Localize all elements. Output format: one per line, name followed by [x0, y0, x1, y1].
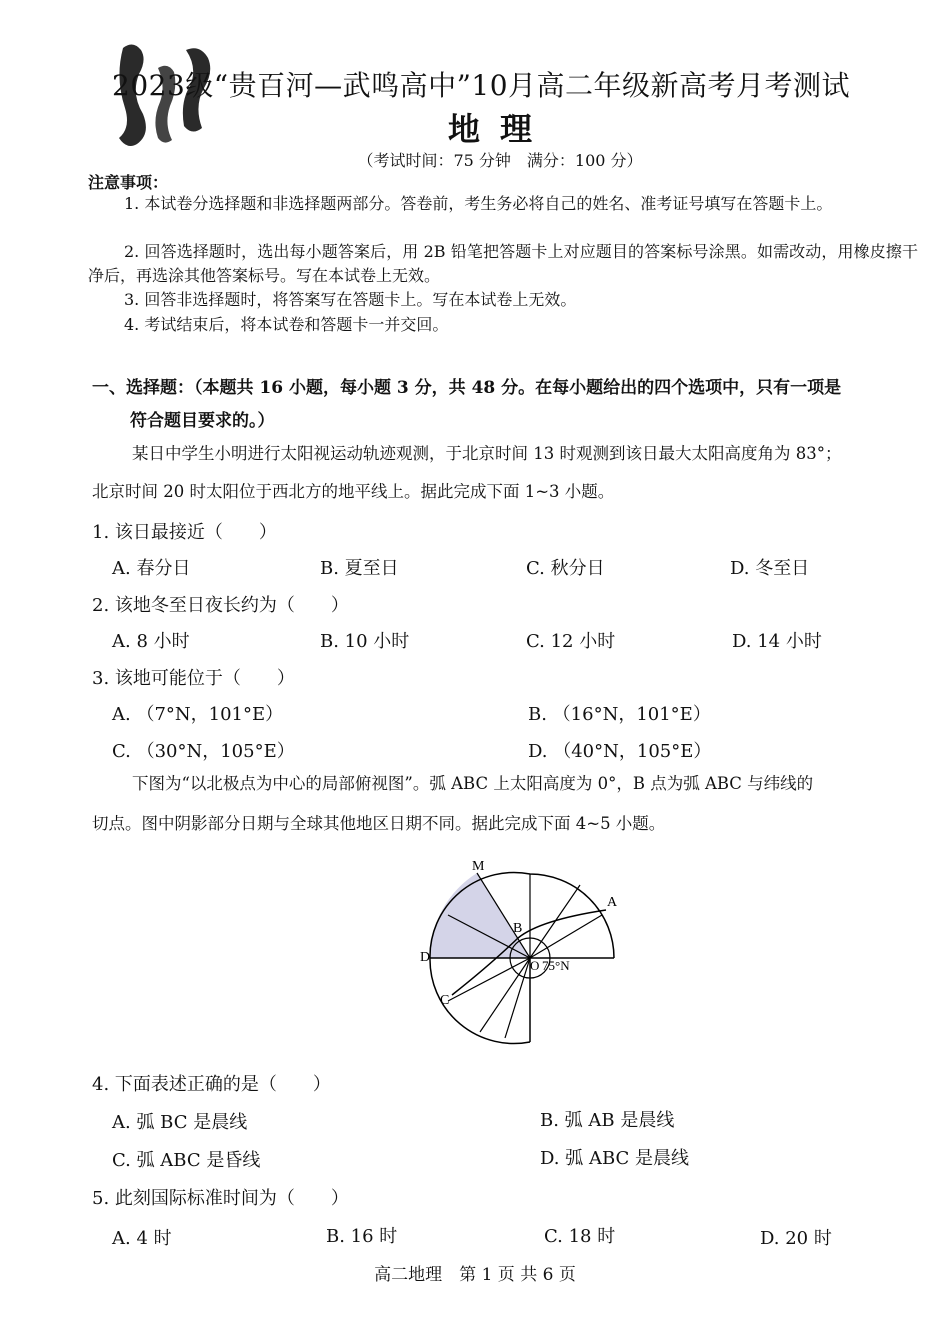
- q4-option-b: B. 弧 AB 是晨线: [540, 1110, 675, 1131]
- notice-item: 2. 回答选择题时，选出每小题答案后，用 2B 铅笔把答题卡上对应题目的答案标号涂黑。如需改动，用橡皮擦干净后，再选涂其他答案标号。写在本试卷上无效。: [88, 242, 918, 285]
- q2-option-d: D. 14 小时: [732, 631, 822, 652]
- q3-option-a: A. （7°N，101°E）: [112, 704, 284, 725]
- subject-title: 地理: [447, 110, 552, 148]
- section-heading: 一、选择题：（本题共 16 小题，每小题 3 分，共 48 分。在每小题给出的四个选项中，只有一项是: [92, 378, 842, 398]
- q3-option-c: C. （30°N，105°E）: [112, 741, 295, 762]
- q3-option-b: B. （16°N，101°E）: [528, 704, 711, 725]
- notice-item: 1. 本试卷分选择题和非选择题两部分。答卷前，考生务必将自己的姓名、准考证号填写在答题卡上。: [124, 194, 833, 213]
- q5-option-a: A. 4 时: [112, 1228, 172, 1249]
- page-footer: 高二地理 第 1 页 共 6 页: [374, 1265, 576, 1285]
- label-latitude: 75°N: [542, 958, 570, 973]
- notice-item: 3. 回答非选择题时，将答案写在答题卡上。写在本试卷上无效。: [124, 290, 577, 309]
- q2-option-c: C. 12 小时: [526, 631, 616, 652]
- section-heading-cont: 符合题目要求的。）: [130, 411, 275, 431]
- q5-option-c: C. 18 时: [544, 1226, 616, 1247]
- q1-option-a: A. 春分日: [112, 558, 191, 579]
- q2-option-b: B. 10 小时: [320, 631, 410, 652]
- question-2: 2. 该地冬至日夜长约为（ ）: [92, 595, 349, 616]
- stem-2-line1: 下图为“以北极点为中心的局部俯视图”。弧 ABC 上太阳高度为 0°，B 点为弧 ABC 与纬线的: [132, 774, 814, 793]
- question-4: 4. 下面表述正确的是（ ）: [92, 1074, 331, 1095]
- question-1: 1. 该日最接近（ ）: [92, 522, 277, 543]
- label-o: O: [530, 958, 540, 973]
- q2-option-a: A. 8 小时: [112, 631, 190, 652]
- stem-2-line2: 切点。图中阴影部分日期与全球其他地区日期不同。据此完成下面 4~5 小题。: [92, 814, 666, 833]
- question-3: 3. 该地可能位于（ ）: [92, 668, 295, 689]
- q5-option-d: D. 20 时: [760, 1228, 832, 1249]
- polar-view-figure: [420, 860, 640, 1050]
- label-b: B: [513, 921, 523, 936]
- notice-item: 4. 考试结束后，将本试卷和答题卡一并交回。: [124, 315, 449, 334]
- q5-option-b: B. 16 时: [326, 1226, 398, 1247]
- q1-option-b: B. 夏至日: [320, 558, 399, 579]
- q1-option-d: D. 冬至日: [730, 558, 810, 579]
- label-c: C: [440, 993, 450, 1008]
- label-d: D: [420, 950, 431, 965]
- q3-option-d: D. （40°N，105°E）: [528, 741, 712, 762]
- stem-1-line1: 某日中学生小明进行太阳视运动轨迹观测，于北京时间 13 时观测到该日最大太阳高度角为 83°；: [132, 444, 842, 463]
- notice-heading: 注意事项：: [88, 173, 169, 192]
- question-5: 5. 此刻国际标准时间为（ ）: [92, 1188, 349, 1209]
- label-a: A: [607, 895, 618, 910]
- q4-option-d: D. 弧 ABC 是晨线: [540, 1148, 690, 1169]
- q1-option-c: C. 秋分日: [526, 558, 605, 579]
- stem-1-line2: 北京时间 20 时太阳位于西北方的地平线上。据此完成下面 1~3 小题。: [92, 482, 615, 501]
- exam-info: （考试时间：75 分钟 满分：100 分）: [357, 151, 643, 170]
- q4-option-a: A. 弧 BC 是晨线: [112, 1112, 248, 1133]
- q4-option-c: C. 弧 ABC 是昏线: [112, 1150, 261, 1171]
- label-m: M: [472, 860, 485, 874]
- exam-title: 2023级“贵百河—武鸣高中”10月高二年级新高考月考测试: [112, 69, 851, 102]
